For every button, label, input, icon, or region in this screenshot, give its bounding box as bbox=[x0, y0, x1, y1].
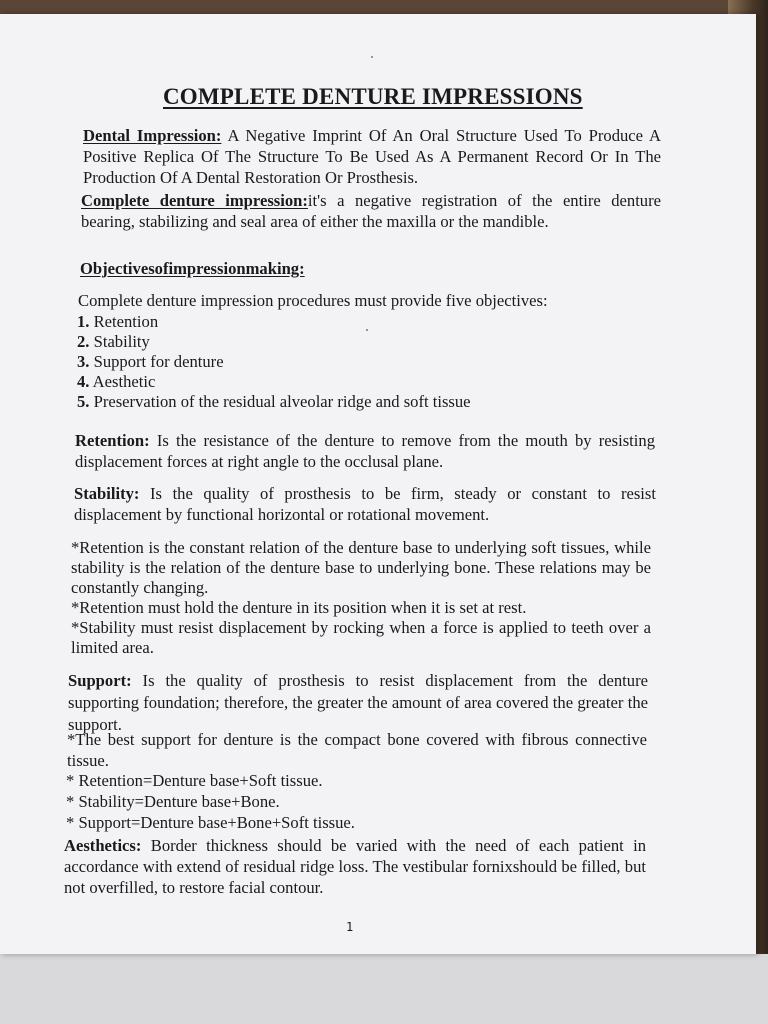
list-item-text: Support for denture bbox=[89, 352, 224, 371]
list-item-text: Retention bbox=[89, 312, 159, 331]
list-item-number: 2. bbox=[77, 332, 90, 351]
list-item bbox=[77, 372, 677, 392]
stability-paragraph bbox=[74, 483, 656, 525]
formula-line: * Stability=Denture base+Bone. bbox=[66, 792, 280, 811]
list-item-number: 1. bbox=[77, 312, 90, 331]
aesthetics-text: Border thickness should be varied with the need of each patient in accordance with extend of residual ridge loss. The vestibular fornixshould be filled, but not overfilled, to restore facial contour. bbox=[64, 836, 646, 897]
list-item-text: Preservation of the residual alveolar ridge and soft tissue bbox=[89, 392, 471, 411]
list-item bbox=[77, 392, 677, 412]
formula-line: * Support=Denture base+Bone+Soft tissue. bbox=[66, 813, 355, 832]
page-title: COMPLETE DENTURE IMPRESSIONS bbox=[163, 84, 583, 109]
list-item bbox=[77, 332, 677, 352]
objectives-heading: Objectivesofimpressionmaking: bbox=[80, 259, 305, 278]
aesthetics-paragraph bbox=[64, 835, 646, 898]
note-line: *Retention is the constant relation of the denture base to underlying soft tissues, while stability is the relation of the denture base to underlying bone. These relations may be constantly changing. bbox=[71, 538, 651, 597]
note-line: *Retention must hold the denture in its position when it is set at rest. bbox=[71, 598, 527, 617]
support-label: Support: bbox=[68, 671, 132, 690]
support-note: *The best support for denture is the compact bone covered with fibrous connective tissue. bbox=[67, 730, 647, 770]
list-item-number: 3. bbox=[77, 352, 90, 371]
list-item-number: 4. bbox=[77, 372, 90, 391]
complete-impression-text: it's a negative registration of the entire denture bearing, stabilizing and seal area of either the maxilla or the mandible. bbox=[81, 191, 661, 231]
list-item bbox=[77, 352, 677, 372]
document-page bbox=[0, 14, 756, 954]
stability-label: Stability: bbox=[74, 484, 140, 503]
page-number: 1 bbox=[346, 920, 354, 934]
objectives-intro: Complete denture impression procedures must provide five objectives: bbox=[78, 291, 548, 310]
complete-impression-label: Complete denture impression: bbox=[81, 191, 308, 210]
retention-stability-notes bbox=[71, 538, 651, 658]
list-item-number: 5. bbox=[77, 392, 90, 411]
table-surface bbox=[0, 954, 768, 1024]
complete-impression-paragraph bbox=[81, 190, 661, 232]
formula-list bbox=[66, 770, 626, 833]
stability-text: Is the quality of prosthesis to be firm, steady or constant to resist displacement by functional horizontal or rotational movement. bbox=[74, 484, 656, 524]
formula-line: * Retention=Denture base+Soft tissue. bbox=[66, 771, 323, 790]
list-item bbox=[77, 312, 677, 332]
retention-paragraph bbox=[75, 430, 655, 472]
retention-label: Retention: bbox=[75, 431, 150, 450]
retention-text: Is the resistance of the denture to remove from the mouth by resisting displacement forces at right angle to the occlusal plane. bbox=[75, 431, 655, 471]
paper-speck bbox=[371, 56, 373, 58]
dental-impression-text: A Negative Imprint Of An Oral Structure Used To Produce A Positive Replica Of The Structure To Be Used As A Permanent Record Or In The Production Of A Dental Restoration Or Prosthesis. bbox=[83, 126, 662, 187]
objectives-list bbox=[77, 312, 677, 412]
aesthetics-label: Aesthetics: bbox=[64, 836, 142, 855]
support-text: Is the quality of prosthesis to resist displacement from the denture supporting foundation; therefore, the greater the amount of area covered the greater the support. bbox=[68, 671, 648, 734]
dental-impression-paragraph bbox=[83, 125, 661, 188]
dental-impression-label: Dental Impression: bbox=[83, 126, 222, 145]
list-item-text: Aesthetic bbox=[89, 372, 156, 391]
note-line: *Stability must resist displacement by rocking when a force is applied to teeth over a limited area. bbox=[71, 618, 651, 657]
support-paragraph bbox=[68, 670, 648, 736]
list-item-text: Stability bbox=[89, 332, 150, 351]
